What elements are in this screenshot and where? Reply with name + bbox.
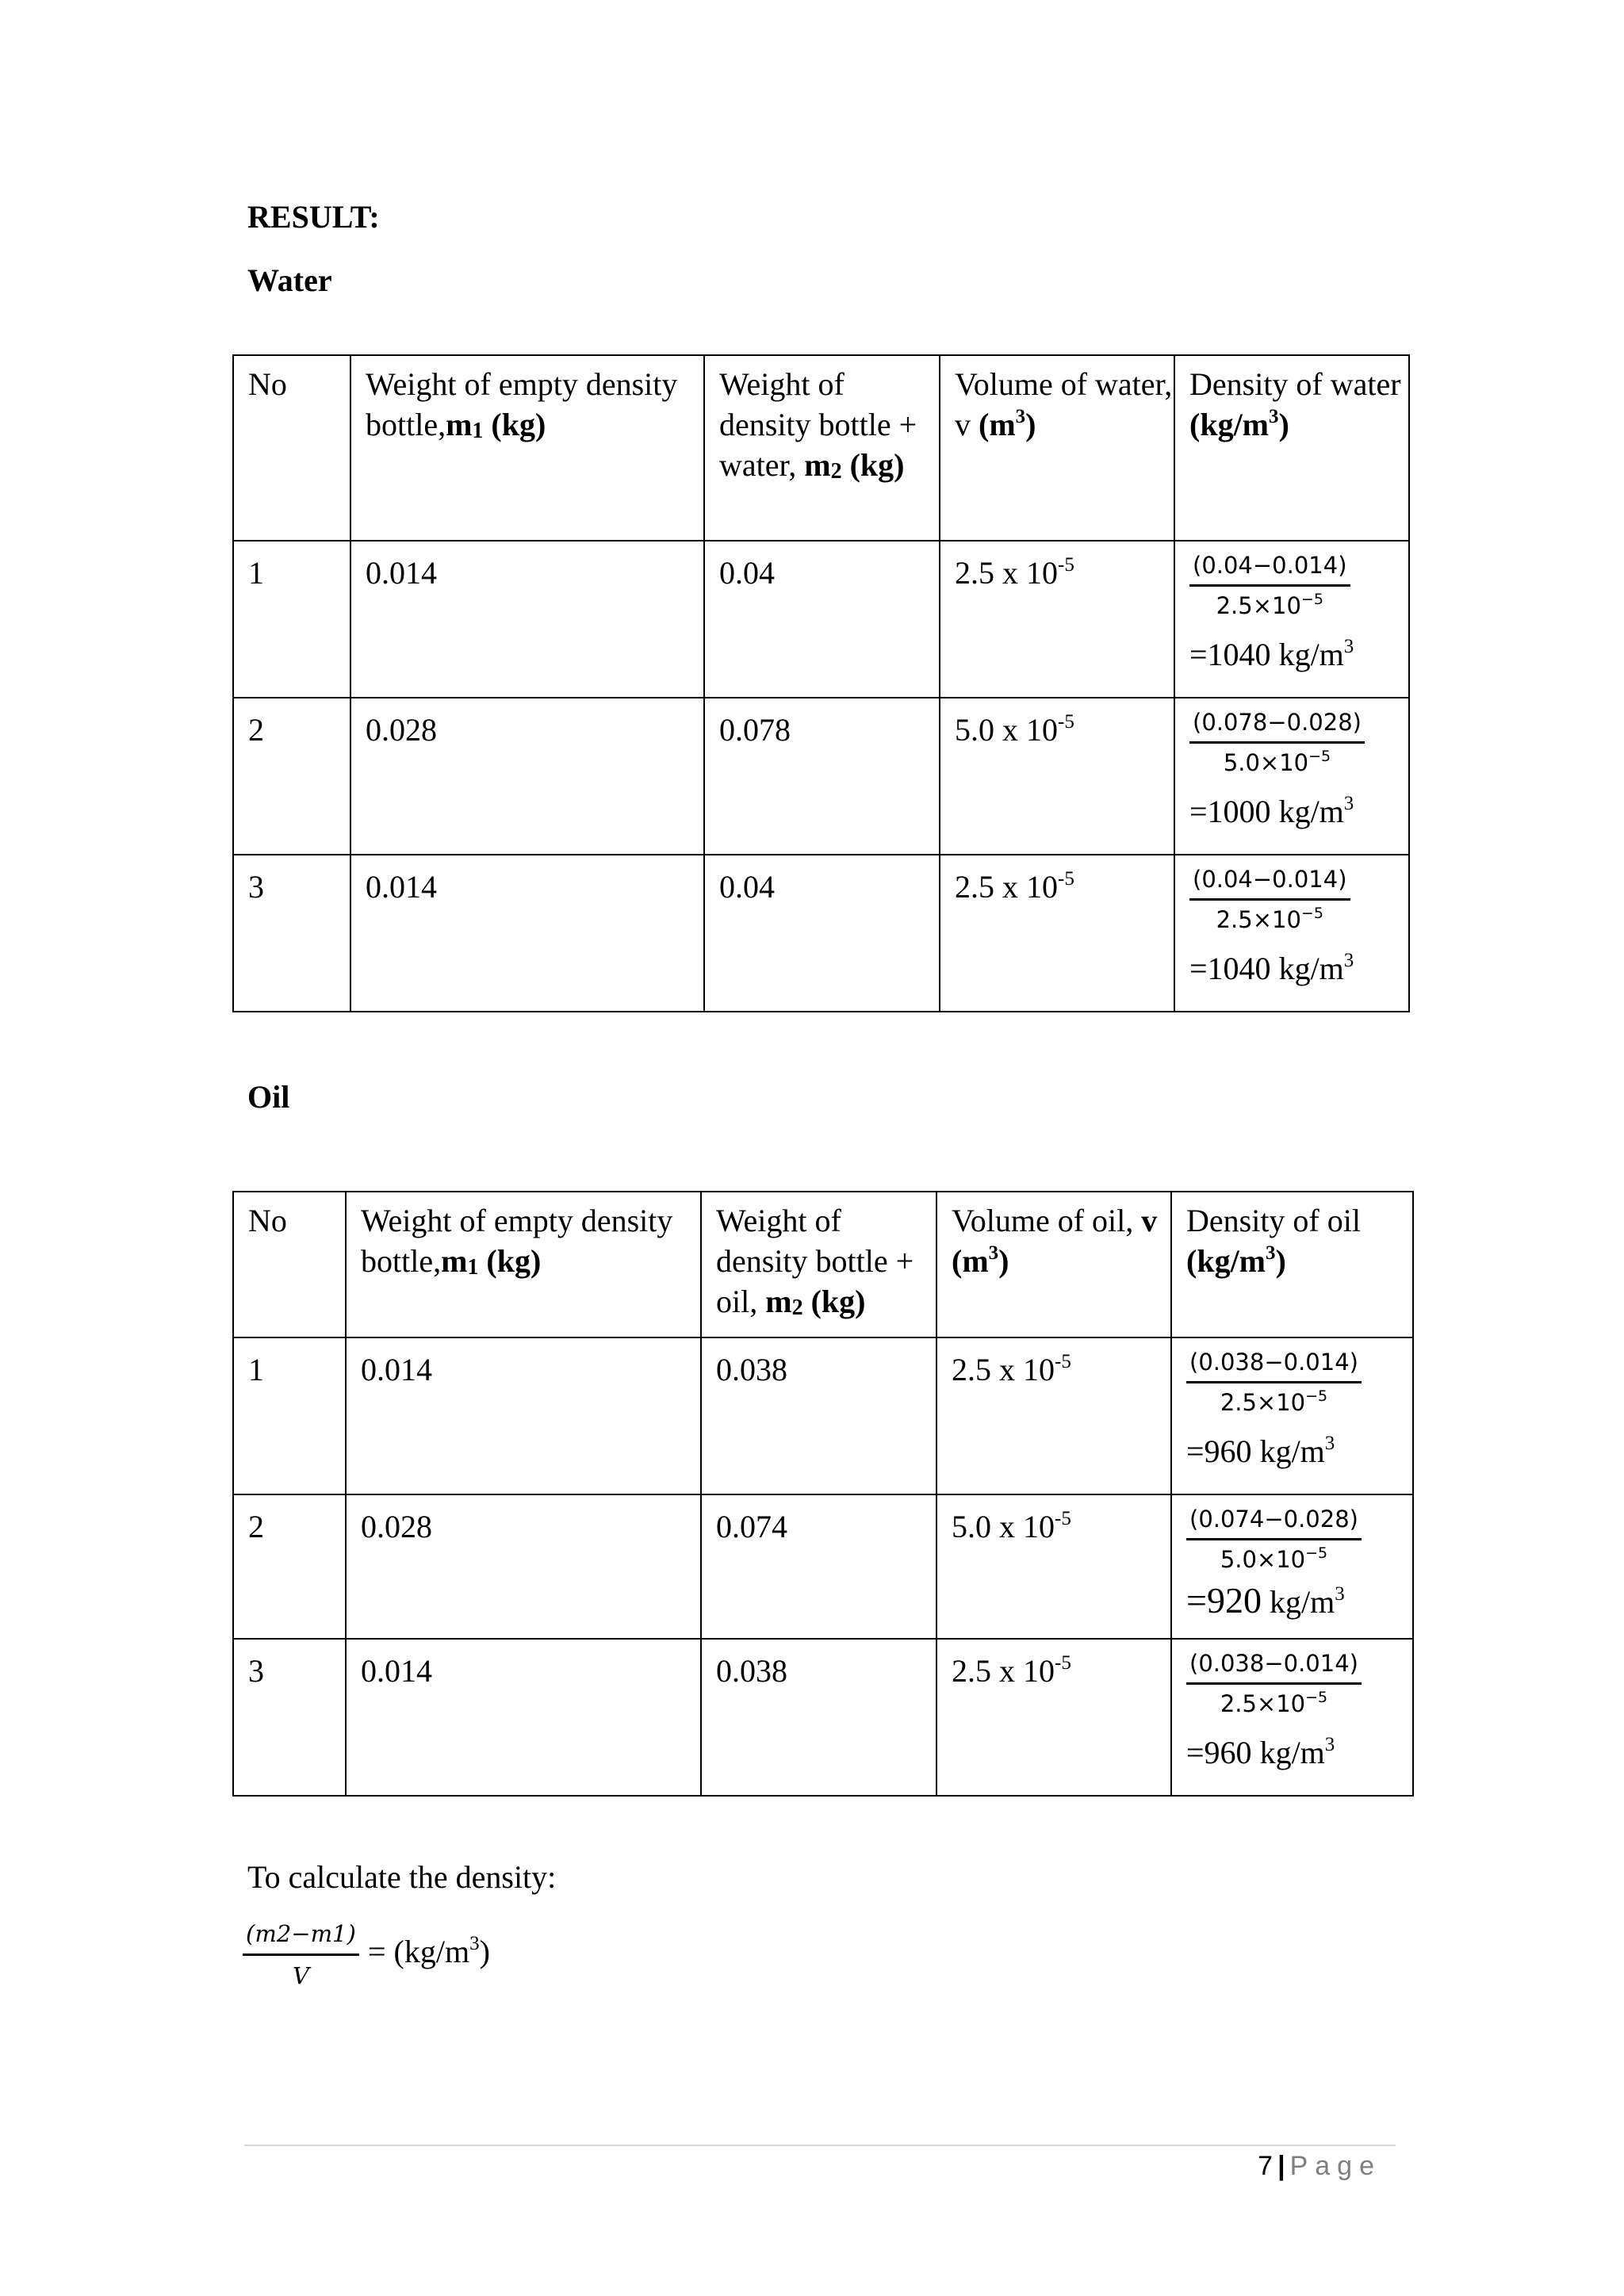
cell-no: 3 xyxy=(233,1639,346,1796)
footer-divider xyxy=(244,2145,1396,2146)
density-result: =1040 $kg/m^3$ xyxy=(1189,950,1354,986)
oil-results-table xyxy=(232,1191,1414,1797)
header-density: Density of oil $(kg/m^3)$ xyxy=(1171,1192,1413,1337)
header-volume: Volume of water, v $(m^3)$ xyxy=(940,355,1174,541)
header-no: No xyxy=(233,355,350,541)
cell-m2: 0.074 xyxy=(701,1494,936,1639)
density-result: =1000 $kg/m^3$ xyxy=(1189,793,1354,829)
cell-density xyxy=(1171,1494,1413,1639)
density-fraction: $\frac{(0.04-0.014)}{2.5\times 10^{-5}}$ xyxy=(1189,554,1350,618)
cell-no: 1 xyxy=(233,541,350,698)
header-bottle-plus-oil-weight: Weight of density bottle + oil, $m_2$ (kg) xyxy=(701,1192,936,1337)
cell-m1: 0.014 xyxy=(350,541,704,698)
cell-m2: 0.038 xyxy=(701,1639,936,1796)
table-row xyxy=(233,1337,1413,1494)
table-header-row xyxy=(233,1192,1413,1337)
cell-volume: 2.5 x $10^{-5}$ xyxy=(936,1337,1171,1494)
cell-volume: 2.5 x $10^{-5}$ xyxy=(940,541,1174,698)
density-fraction: $\frac{(0.074-0.028)}{5.0\times 10^{-5}}$ xyxy=(1186,1508,1362,1571)
header-no: No xyxy=(233,1192,346,1337)
formula-denominator: V xyxy=(292,1962,309,1989)
header-volume: Volume of oil, v $(m^3)$ xyxy=(936,1192,1171,1337)
oil-heading: Oil xyxy=(247,1079,290,1115)
cell-no: 2 xyxy=(233,1494,346,1639)
density-result: =920 $kg/m^3$ xyxy=(1186,1580,1345,1621)
density-result: =1040 $kg/m^3$ xyxy=(1189,636,1354,672)
density-result: =960 $kg/m^3$ xyxy=(1186,1734,1335,1770)
result-heading: RESULT: xyxy=(247,199,380,235)
table-row xyxy=(233,855,1409,1012)
header-empty-bottle-weight: Weight of empty density $bottle,m_1$ (kg) xyxy=(350,355,704,541)
cell-m1: 0.028 xyxy=(350,698,704,855)
cell-m2: 0.038 xyxy=(701,1337,936,1494)
header-empty-bottle-weight: Weight of empty density $bottle,m_1$ (kg) xyxy=(346,1192,701,1337)
density-result: =960 $kg/m^3$ xyxy=(1186,1433,1335,1469)
header-density: Density of water $(kg/m^3)$ xyxy=(1174,355,1409,541)
cell-no: 3 xyxy=(233,855,350,1012)
table-header-row xyxy=(233,355,1409,541)
table-row xyxy=(233,541,1409,698)
cell-m1: 0.014 xyxy=(346,1337,701,1494)
cell-density xyxy=(1171,1337,1413,1494)
cell-m1: 0.014 xyxy=(346,1639,701,1796)
density-formula-fraction xyxy=(243,1920,359,1989)
cell-density xyxy=(1171,1639,1413,1796)
water-heading: Water xyxy=(247,262,332,298)
density-fraction: $\frac{(0.038-0.014)}{2.5\times 10^{-5}}$ xyxy=(1186,1351,1362,1414)
formula-unit: = $(kg/m^3)$ xyxy=(368,1933,490,1969)
cell-volume: 2.5 x $10^{-5}$ xyxy=(936,1639,1171,1796)
density-fraction: $\frac{(0.038-0.014)}{2.5\times 10^{-5}}$ xyxy=(1186,1652,1362,1716)
cell-volume: 5.0 x $10^{-5}$ xyxy=(940,698,1174,855)
cell-volume: 5.0 x $10^{-5}$ xyxy=(936,1494,1171,1639)
calculation-instruction: To calculate the density: xyxy=(247,1859,557,1895)
cell-volume: 2.5 x $10^{-5}$ xyxy=(940,855,1174,1012)
water-results-table xyxy=(232,354,1410,1012)
density-fraction: $\frac{(0.078-0.028)}{5.0\times 10^{-5}}$ xyxy=(1189,711,1365,775)
formula-numerator: (m2−m1) xyxy=(243,1920,359,1956)
table-row xyxy=(233,1639,1413,1796)
cell-density xyxy=(1174,541,1409,698)
cell-m2: 0.04 xyxy=(704,855,940,1012)
cell-m1: 0.028 xyxy=(346,1494,701,1639)
cell-m2: 0.078 xyxy=(704,698,940,855)
cell-no: 1 xyxy=(233,1337,346,1494)
page-number: 7 | Page xyxy=(1258,2151,1381,2181)
cell-m1: 0.014 xyxy=(350,855,704,1012)
header-bottle-plus-water-weight: Weight of density bottle + water, $m_2$ (kg) xyxy=(704,355,940,541)
density-fraction: $\frac{(0.04-0.014)}{2.5\times 10^{-5}}$ xyxy=(1189,868,1350,932)
cell-no: 2 xyxy=(233,698,350,855)
cell-m2: 0.04 xyxy=(704,541,940,698)
table-row xyxy=(233,1494,1413,1639)
cell-density xyxy=(1174,698,1409,855)
cell-density xyxy=(1174,855,1409,1012)
table-row xyxy=(233,698,1409,855)
